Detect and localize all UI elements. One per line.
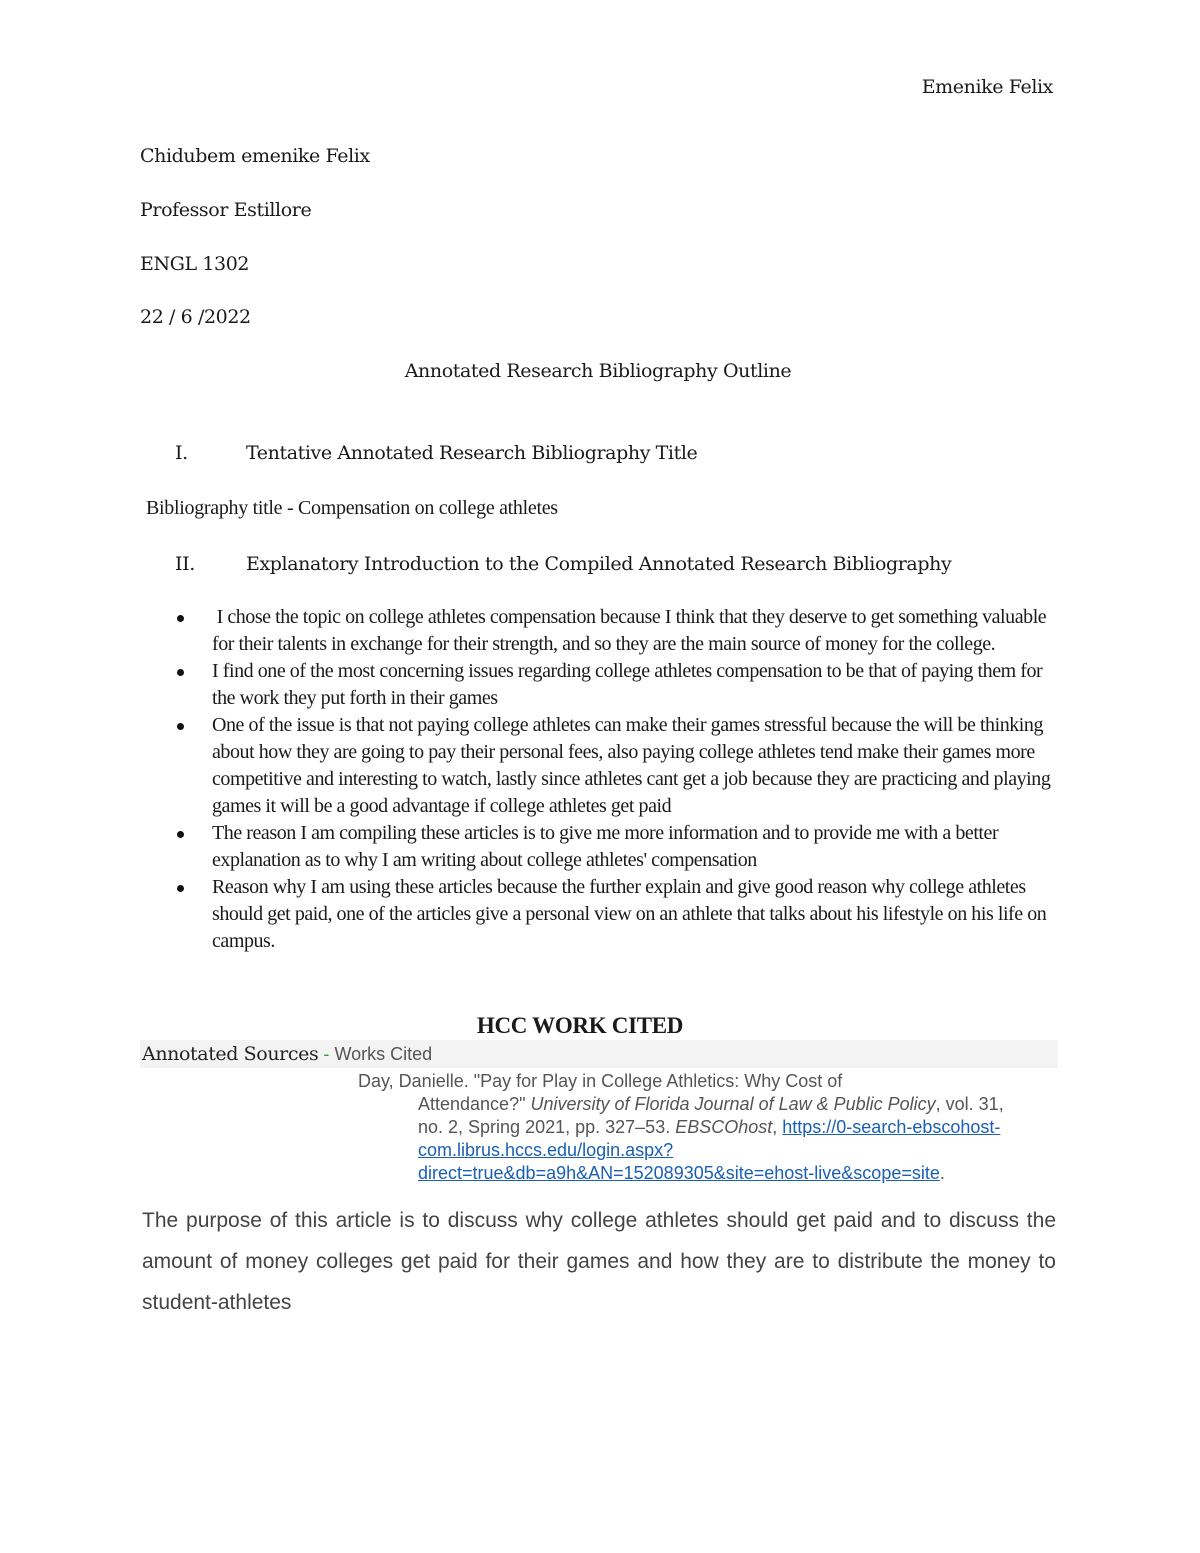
annotated-sources-sub: Works Cited [334,1044,433,1064]
bullet-text: Reason why I am using these articles because the further explain and give good reason why college athletes should get paid, one of the articles give a personal view on an athlete that talks about his lifestyle on his life on campus. [212,876,1047,952]
list-item [172,820,1062,874]
bibliography-title-line: Bibliography title - Compensation on college athletes [146,497,558,519]
introduction-bullet-list [172,604,1062,955]
citation-line-3 [418,1116,1000,1139]
bullet-icon [177,615,184,622]
bullet-text: One of the issue is that not paying college athletes can make their games stressful because the will be thinking about how they are going to pay their personal fees, also paying college athletes tend make their games more competitive and interesting to watch, lastly since athletes cant get a job because they are practicing and playing games it will be a good advantage if college athletes get paid [212,714,1051,817]
annotated-sources-heading [142,1043,432,1065]
list-item [172,874,1062,955]
citation-text: , vol. 31, [935,1094,1004,1114]
section-numeral: II. [175,553,195,575]
citation-text: , [772,1117,783,1137]
running-head: Emenike Felix [921,76,1053,98]
bullet-icon [177,831,184,838]
list-item [172,712,1062,820]
citation-end: . [939,1163,945,1183]
journal-title: University of Florida Journal of Law & Public Policy [530,1094,936,1114]
bullet-icon [177,885,184,892]
citation-url-link[interactable]: https://0-search-ebscohost- [782,1117,1001,1137]
annotated-sources-dash: - [323,1044,330,1064]
section-numeral: I. [175,442,188,464]
list-item [172,658,1062,712]
section-heading: Explanatory Introduction to the Compiled Annotated Research Bibliography [246,553,952,575]
citation-text: no. 2, Spring 2021, pp. 327–53. [418,1117,676,1137]
bullet-icon [177,723,184,730]
citation-text: Attendance?" [418,1094,531,1114]
section-heading: Tentative Annotated Research Bibliography Title [246,442,698,464]
database-name: EBSCOhost [675,1117,773,1137]
works-cited-heading: HCC WORK CITED [476,1013,684,1038]
bullet-text: I chose the topic on college athletes compensation because I think that they deserve to get something valuable for their talents in exchange for their strength, and so they are the main source of money for the college. [212,606,1051,655]
bullet-text: The reason I am compiling these articles is to give me more information and to provide me with a better explanation as to why I am writing about college athletes' compensation [212,822,999,871]
professor-name: Professor Estillore [140,199,312,221]
citation-line-4 [418,1139,673,1162]
purpose-paragraph: The purpose of this article is to discuss why college athletes should get paid and to discuss the amount of money colleges get paid for their games and how they are to distribute the money to student-athletes [142,1209,1056,1314]
student-name: Chidubem emenike Felix [140,145,370,167]
citation-line-1: Day, Danielle. "Pay for Play in College Athletics: Why Cost of [358,1071,843,1091]
citation-url-link[interactable]: com.librus.hccs.edu/login.aspx? [418,1140,674,1160]
bullet-text: I find one of the most concerning issues regarding college athletes compensation to be that of paying them for the work they put forth in their games [212,660,1043,709]
bullet-icon [177,669,184,676]
annotated-sources-label: Annotated Sources [142,1043,319,1065]
citation-url-link[interactable]: direct=true&db=a9h&AN=152089305&site=ehost-live&scope=site [418,1163,940,1183]
citation-line-5 [418,1162,945,1185]
citation-line-2 [418,1093,1004,1116]
list-item [172,604,1062,658]
date: 22 / 6 /2022 [140,306,251,328]
course-code: ENGL 1302 [140,253,250,275]
document-title: Annotated Research Bibliography Outline [404,360,792,382]
